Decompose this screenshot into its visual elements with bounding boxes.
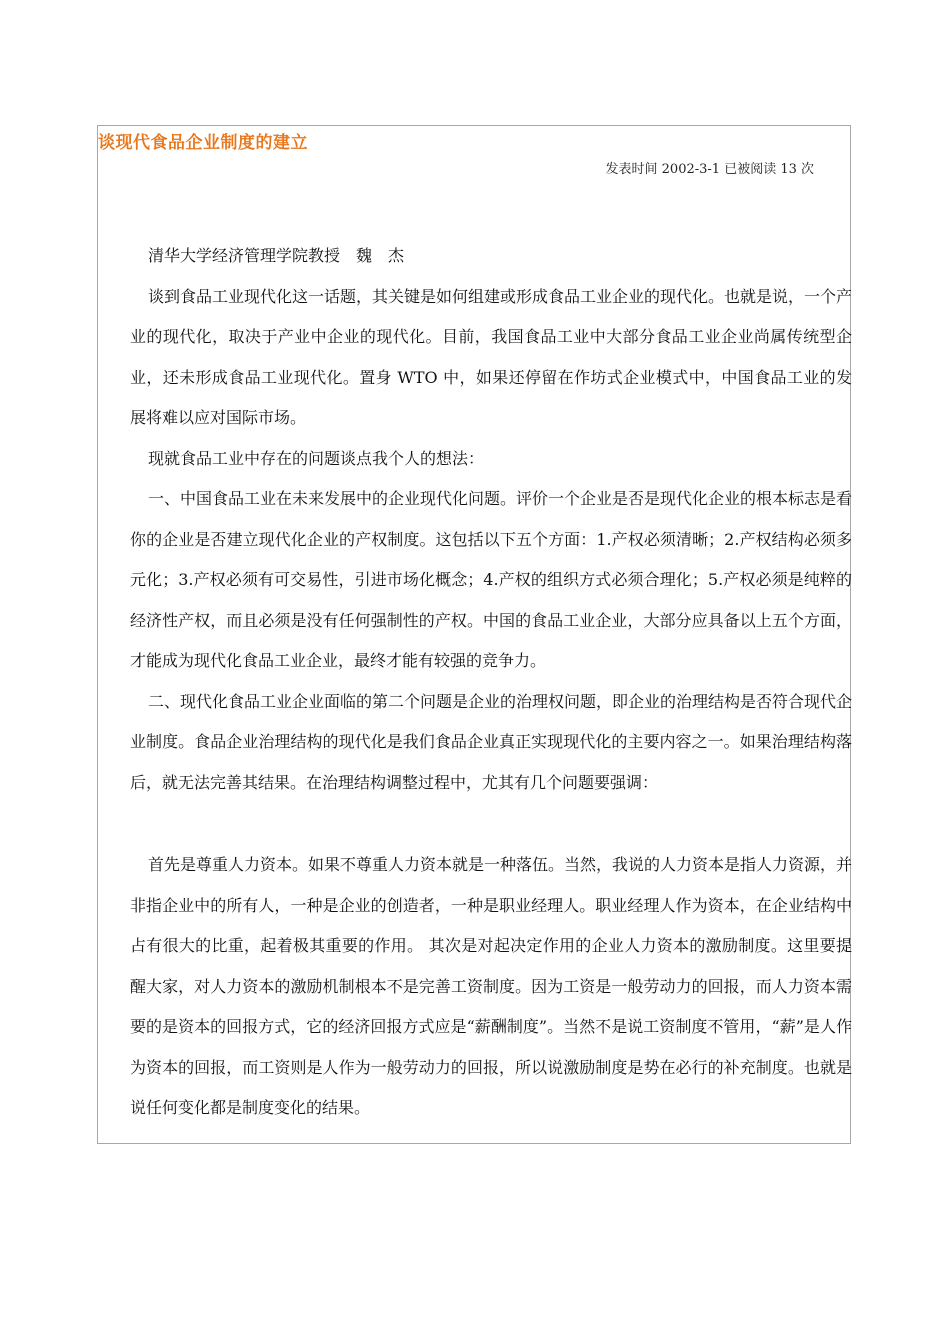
paragraph-intro: 谈到食品工业现代化这一话题，其关键是如何组建或形成食品工业企业的现代化。也就是说，一个产业的现代化，取决于产业中企业的现代化。目前，我国食品工业中大部分食品工业企业尚属传统型企业，还未形成食品工业现代化。置身 WTO 中，如果还停留在作坊式企业模式中，中国食品工业的发展将难以应对国际市场。 (130, 286, 853, 427)
paragraph-point-two: 二、现代化食品工业企业面临的第二个问题是企业的治理权问题，即企业的治理结构是否符合现代企业制度。食品企业治理结构的现代化是我们食品企业真正实现现代化的主要内容之一。如果治理结构落后，就无法完善其结果。在治理结构调整过程中，尤其有几个问题要强调： (130, 691, 853, 792)
paragraph-human-capital: 首先是尊重人力资本。如果不尊重人力资本就是一种落伍。当然，我说的人力资本是指人力资源，并非指企业中的所有人，一种是企业的创造者，一种是职业经理人。职业经理人作为资本，在企业结构中占有很大的比重，起着极其重要的作用。 其次是对起决定作用的企业人力资本的激励制度。这里要提醒大家，对人力资本的激励机制根本不是完善工资制度。因为工资是一般劳动力的回报，而人力资本需要的是资本的回报方式，它的经济回报方式应是“薪酬制度”。当然不是说工资制度不管用，“薪”是人作为资本的回报，而工资则是人作为一般劳动力的回报，所以说激励制度是势在必行的补充制度。也就是说任何变化都是制度变化的结果。 (130, 855, 853, 1117)
article-title: 谈现代食品企业制度的建立 (98, 133, 308, 153)
paragraph-point-one: 一、中国食品工业在未来发展中的企业现代化问题。评价一个企业是否是现代化企业的根本标志是看你的企业是否建立现代化企业的产权制度。这包括以下五个方面：1.产权必须清晰；2.产权结构必须多元化；3.产权必须有可交易性，引进市场化概念；4.产权的组织方式必须合理化；5.产权必须是纯粹的经济性产权，而且必须是没有任何强制性的产权。中国的食品工业企业，大部分应具备以上五个方面，才能成为现代化食品工业企业，最终才能有较强的竞争力。 (130, 489, 853, 670)
article-frame (97, 125, 851, 1144)
author-line: 清华大学经济管理学院教授 魏 杰 (148, 246, 405, 265)
paragraph-lead: 现就食品工业中存在的问题谈点我个人的想法： (148, 448, 485, 468)
article-meta: 发表时间 2002-3-1 已被阅读 13 次 (605, 162, 814, 177)
article-body (130, 236, 852, 1129)
